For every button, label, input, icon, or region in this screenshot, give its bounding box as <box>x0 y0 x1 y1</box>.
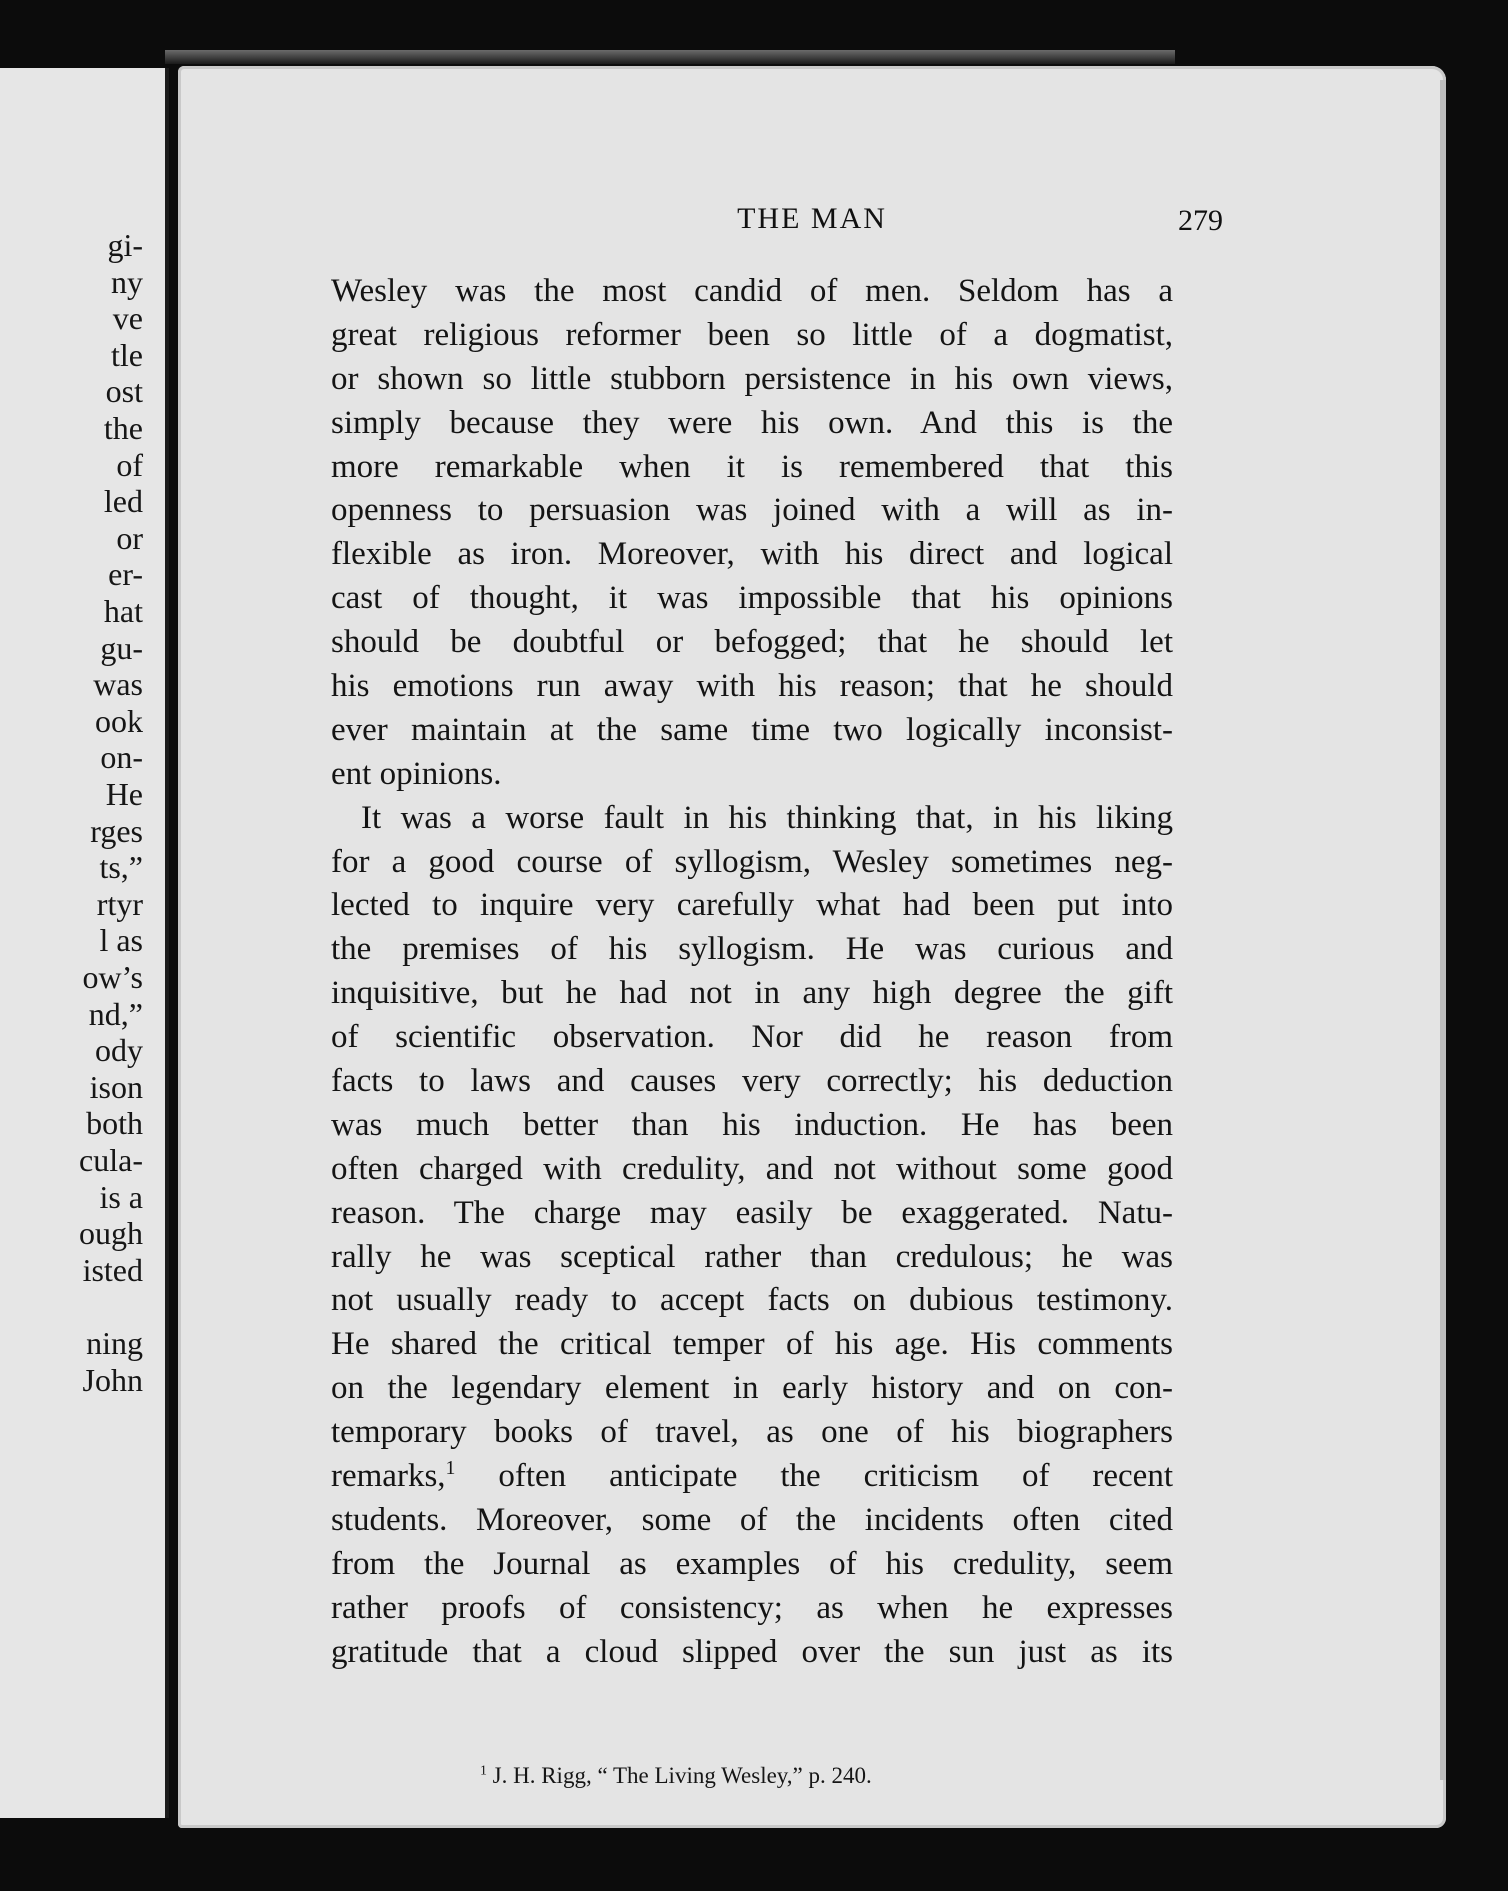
facing-page-fragment: tle <box>111 336 143 373</box>
text-line: was much better than his induction. He has been <box>331 1106 1173 1143</box>
text-line: often charged with credulity, and not without some good <box>331 1150 1173 1187</box>
text-line: Wesley was the most candid of men. Seldom has a <box>331 273 1173 309</box>
facing-page-fragment: or <box>116 519 143 556</box>
facing-page-fragment: rtyr <box>96 885 143 922</box>
text-line: lected to inquire very carefully what had been put into <box>331 887 1173 924</box>
text-line: on the legendary element in early history and on con- <box>331 1370 1173 1407</box>
text-line: from the Journal as examples of his credulity, seem <box>331 1545 1173 1582</box>
facing-page-left <box>0 68 169 1818</box>
text-line: simply because they were his own. And this is the <box>331 404 1173 441</box>
text-line: ever maintain at the same time two logically inconsist- <box>331 711 1173 748</box>
paragraph-2 <box>331 797 1173 1675</box>
facing-page-fragment: He <box>105 776 143 812</box>
text-line: not usually ready to accept facts on dubious testimony. <box>331 1282 1173 1319</box>
facing-page-fragment: both <box>86 1105 143 1142</box>
text-line <box>331 1455 1173 1499</box>
text-line: inquisitive, but he had not in any high degree the gift <box>331 975 1173 1012</box>
paragraph-1 <box>331 270 1173 797</box>
text-line-rest: often anticipate the criticism of recent <box>455 1458 1173 1495</box>
text-line: facts to laws and causes very correctly; his deduction <box>331 1063 1173 1100</box>
facing-page-fragment: ow’s <box>82 959 143 995</box>
text-line-start: remarks, <box>331 1458 446 1495</box>
footnote-marker: 1 <box>480 1762 487 1778</box>
text-line: He shared the critical temper of his age. His comments <box>331 1326 1173 1363</box>
facing-page-fragment: isted <box>82 1251 143 1288</box>
facing-page-fragment: ts,” <box>99 849 143 886</box>
text-line: It was a worse fault in his thinking that, in his liking <box>361 799 1173 836</box>
facing-page-fragment: the <box>103 410 143 446</box>
page-edge <box>1440 80 1446 1780</box>
page-top-edge <box>165 50 1175 64</box>
body-text <box>331 270 1173 1675</box>
facing-page-fragment: ning <box>86 1325 143 1361</box>
text-line: his emotions run away with his reason; that he should <box>331 668 1173 705</box>
facing-page-fragment: of <box>116 446 143 483</box>
text-line: the premises of his syllogism. He was curious and <box>331 931 1173 968</box>
footnote-reference: 1 <box>445 1457 456 1480</box>
text-line: more remarkable when it is remembered that this <box>331 448 1173 485</box>
facing-page-fragment: on- <box>100 739 143 776</box>
text-line: students. Moreover, some of the incidents often cited <box>331 1501 1173 1538</box>
text-line: or shown so little stubborn persistence in his own views, <box>331 360 1173 397</box>
facing-page-fragment: is a <box>99 1178 143 1215</box>
text-line: ent opinions. <box>331 755 502 792</box>
book-page <box>178 66 1446 1828</box>
facing-page-fragment: ve <box>112 300 143 337</box>
text-line: gratitude that a cloud slipped over the sun just as its <box>331 1633 1173 1670</box>
text-line: reason. The charge may easily be exaggerated. Natu- <box>331 1194 1173 1231</box>
facing-page-fragment: ny <box>111 263 143 300</box>
facing-page-fragment: nd,” <box>88 995 143 1032</box>
text-line: cast of thought, it was impossible that his opinions <box>331 580 1173 617</box>
text-line: of scientific observation. Nor did he reason from <box>331 1019 1173 1056</box>
facing-page-fragment: ody <box>95 1032 143 1069</box>
facing-page-fragment: gi- <box>107 227 143 263</box>
footnote <box>480 1763 872 1789</box>
facing-page-fragment: hat <box>103 593 143 629</box>
text-line: rally he was sceptical rather than credulous; he was <box>331 1238 1173 1275</box>
facing-page-fragment: ost <box>105 373 143 410</box>
text-line: should be doubtful or befogged; that he should let <box>331 624 1173 661</box>
text-line: rather proofs of consistency; as when he expresses <box>331 1589 1173 1626</box>
text-line: temporary books of travel, as one of his biographers <box>331 1414 1173 1451</box>
facing-page-fragment: John <box>82 1361 143 1398</box>
page-number: 279 <box>1178 204 1223 237</box>
facing-page-fragment: er- <box>108 556 143 593</box>
facing-page-fragment: was <box>93 666 143 703</box>
facing-page-fragment: rges <box>90 812 143 849</box>
facing-page-fragment: ough <box>79 1215 143 1252</box>
running-head: THE MAN <box>737 202 887 235</box>
text-line: openness to persuasion was joined with a will as in- <box>331 492 1173 529</box>
facing-page-fragment: ison <box>89 1068 143 1105</box>
text-line: for a good course of syllogism, Wesley sometimes neg- <box>331 843 1173 880</box>
facing-page-fragment: cula- <box>79 1142 143 1178</box>
facing-page-fragment: gu- <box>100 629 143 666</box>
facing-page-fragment: l as <box>99 922 143 959</box>
footnote-text: J. H. Rigg, “ The Living Wesley,” p. 240. <box>486 1763 872 1788</box>
facing-page-fragment: led <box>103 483 143 520</box>
facing-page-fragment: ook <box>95 702 143 739</box>
text-line: flexible as iron. Moreover, with his direct and logical <box>331 536 1173 573</box>
text-line: great religious reformer been so little of a dogmatist, <box>331 316 1173 353</box>
